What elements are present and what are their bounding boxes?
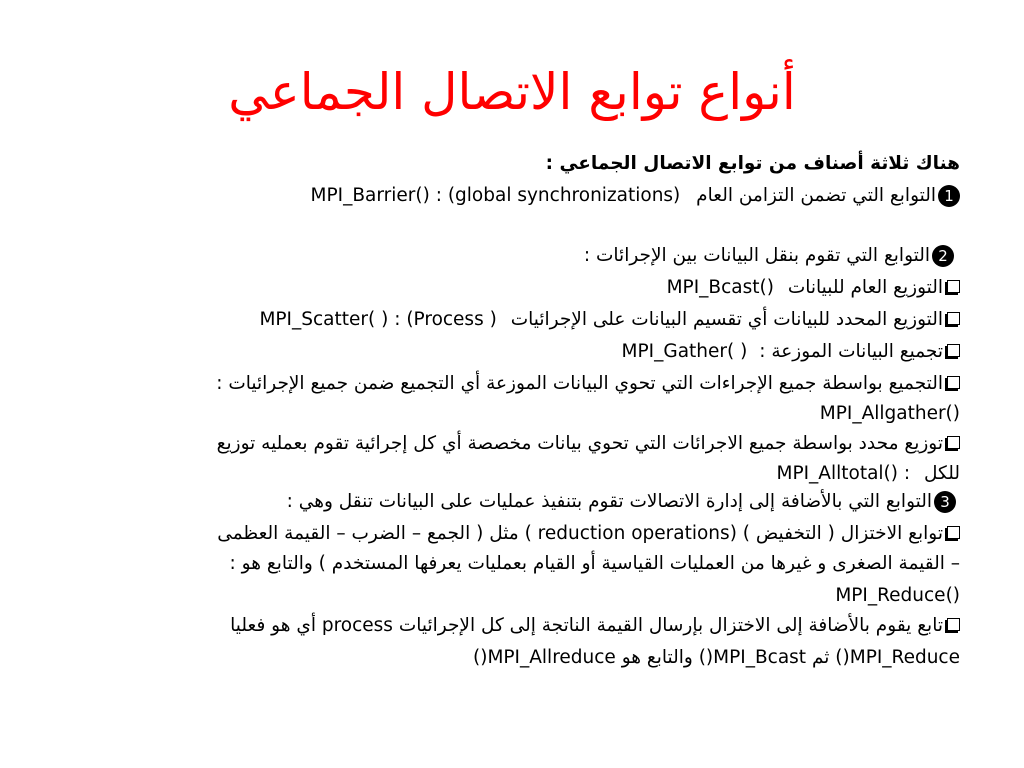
- item-3-arabic: التوابع التي بالأضافة إلى إدارة الاتصالات تقوم بتنفيذ عمليات على البيانات تنقل وهي :: [286, 491, 932, 512]
- numbered-item-2: [584, 240, 954, 272]
- sub-item-alltotal: [217, 428, 960, 460]
- item-1-english: MPI_Barrier() : (global synchronizations): [310, 185, 681, 206]
- checkbox-bullet-icon: [947, 344, 960, 357]
- allreduce-function-line: [473, 642, 960, 674]
- reduce-function: MPI_Reduce(): [835, 585, 960, 606]
- alltotal-function: MPI_Alltotal() :: [776, 463, 911, 484]
- sub-item-reduction-arabic: توابع الاختزال ( التخفيض ) (reduction operations ) مثل ( الجمع – الضرب – القيمة العظمى: [217, 523, 943, 544]
- allgather-function: MPI_Allgather(): [819, 403, 960, 424]
- checkbox-bullet-icon: [947, 280, 960, 293]
- slide-title: أنواع توابع الاتصال الجماعي: [228, 63, 796, 121]
- sub-item-gather-english: MPI_Gather( ): [621, 341, 748, 362]
- item-2-arabic: التوابع التي تقوم بنقل البيانات بين الإجرائات :: [583, 245, 930, 266]
- number-3-icon: 3: [934, 491, 956, 513]
- alltotal-arabic: للكل: [924, 463, 960, 484]
- sub-item-gather-arabic: تجميع البيانات الموزعة :: [759, 341, 943, 362]
- intro-line: [546, 148, 960, 180]
- sub-item-scatter: [259, 304, 960, 336]
- sub-item-bcast-english: MPI_Bcast(): [666, 277, 774, 298]
- intro-text: هناك ثلاثة أصناف من توابع الاتصال الجماعي :: [545, 153, 960, 174]
- checkbox-bullet-icon: [947, 618, 960, 631]
- numbered-item-3: [287, 486, 956, 518]
- item-1-arabic: التوابع التي تضمن التزامن العام: [696, 185, 936, 206]
- sub-item-allreduce-arabic: تابع يقوم بالأضافة إلى الاختزال بإرسال القيمة الناتجة إلى كل الإجرائيات process أي هو فعليا: [230, 615, 943, 636]
- sub-item-bcast: [667, 272, 960, 304]
- checkbox-bullet-icon: [947, 436, 960, 449]
- sub-item-bcast-arabic: التوزيع العام للبيانات: [787, 277, 943, 298]
- sub-item-gather: [622, 336, 960, 368]
- sub-item-alltotal-arabic: توزيع محدد بواسطة جميع الاجرائات التي تحوي بيانات مخصصة أي كل إجرائية تقوم بعمليه توزيع: [216, 433, 943, 454]
- sub-item-scatter-arabic: التوزيع المحدد للبيانات أي تقسيم البيانات على الإجرائيات: [510, 309, 943, 330]
- reduction-continuation: [230, 548, 960, 580]
- number-2-icon: 2: [932, 245, 954, 267]
- checkbox-bullet-icon: [947, 526, 960, 539]
- allreduce-function: MPI_Reduce() ثم MPI_Bcast() والتابع هو MPI_Allreduce(): [473, 647, 960, 668]
- checkbox-bullet-icon: [947, 376, 960, 389]
- sub-item-scatter-english: MPI_Scatter( ) : (Process ): [259, 309, 497, 330]
- numbered-item-1: [311, 180, 960, 212]
- allgather-function-line: [820, 398, 960, 430]
- reduce-function-line: [835, 580, 960, 612]
- number-1-icon: 1: [938, 185, 960, 207]
- sub-item-allreduce: [230, 610, 960, 642]
- sub-item-allgather: [216, 368, 960, 400]
- checkbox-bullet-icon: [947, 312, 960, 325]
- reduction-continuation-text: – القيمة الصغرى و غيرها من العمليات القياسية أو القيام بعمليات يعرفها المستخدم ) والتابع هو :: [229, 553, 960, 574]
- sub-item-allgather-arabic: التجميع بواسطة جميع الإجراءات التي تحوي البيانات الموزعة أي التجميع ضمن جميع الإجرائيات :: [216, 373, 943, 394]
- sub-item-reduction: [217, 518, 960, 550]
